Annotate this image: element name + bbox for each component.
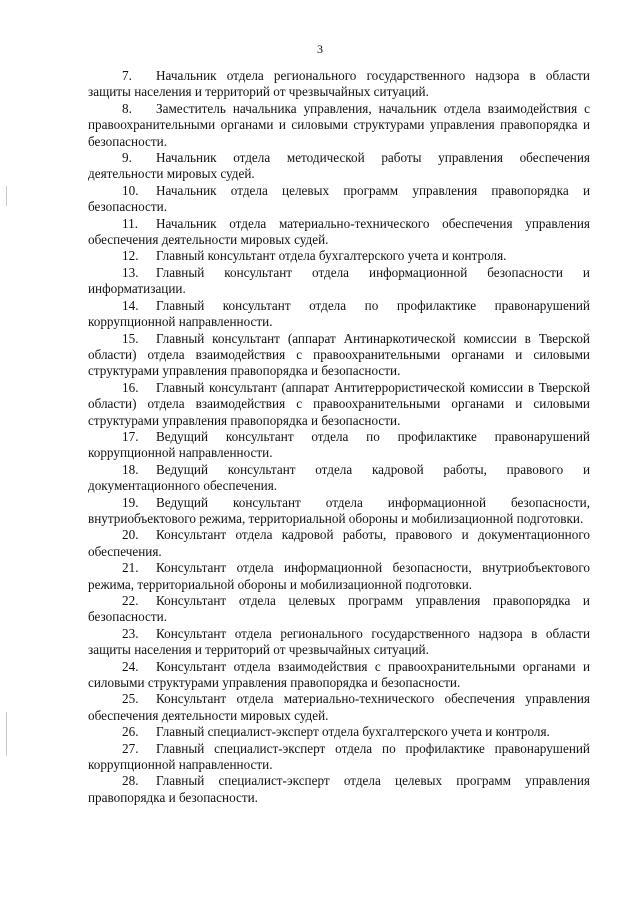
list-item-text: Консультант отдела целевых программ управления правопорядка и безопасности.: [88, 593, 590, 625]
scan-margin-mark: [6, 186, 7, 206]
list-item: [88, 248, 590, 264]
list-item-text: Главный специалист-эксперт отдела бухгалтерского учета и контроля.: [156, 724, 550, 740]
list-item-number: 7.: [122, 68, 132, 83]
page-number: 3: [317, 42, 323, 56]
list-item: [88, 659, 590, 692]
list-item-number: 11.: [122, 215, 138, 231]
list-item-text: Консультант отдела регионального государственного надзора в области защиты населения и территорий от чрезвычайных ситуаций.: [88, 625, 590, 658]
list-item-number: 12.: [122, 248, 139, 264]
list-item-number: 13.: [122, 264, 139, 280]
scan-margin-mark: [6, 712, 7, 756]
list-item-number: 23.: [122, 625, 139, 641]
list-item-number: 18.: [122, 461, 139, 477]
list-item-text: Главный консультант отдела бухгалтерского учета и контроля.: [156, 248, 507, 264]
list-item-number: 19.: [122, 494, 139, 510]
list-item: [88, 691, 590, 724]
list-item-number: 8.: [122, 100, 132, 116]
list-item-number: 26.: [122, 724, 139, 740]
list-item-text: Главный консультант (аппарат Антинаркотической комиссии в Тверской области) отдела взаимодействия с правоохранительными органами и силовыми структурами управления правопорядка и безопасности.: [88, 330, 590, 379]
list-item-number: 25.: [122, 691, 139, 707]
list-item-number: 17.: [122, 428, 139, 444]
list-item: [88, 265, 590, 298]
list-item-text: Консультант отдела информационной безопасности, внутриобъектового режима, территориальной обороны и мобилизационной подготовки.: [88, 560, 590, 592]
list-item-number: 27.: [122, 740, 139, 756]
list-item: [88, 298, 590, 331]
list-item: [88, 724, 590, 740]
list-item-number: 28.: [122, 773, 139, 789]
list-item-number: 14.: [122, 297, 139, 313]
list-item-number: 15.: [122, 330, 139, 346]
list-item-number: 22.: [122, 593, 139, 608]
list-item: [88, 429, 590, 462]
list-item-text: Консультант отдела материально-технического обеспечения управления обеспечения деятельности мировых судей.: [88, 691, 590, 723]
list-item-number: 20.: [122, 527, 139, 543]
list-item: [88, 68, 590, 101]
list-item-number: 16.: [122, 379, 139, 395]
list-item-text: Главный специалист-эксперт отдела целевых программ управления правопорядка и безопасности.: [88, 773, 590, 805]
list-item-number: 10.: [122, 182, 139, 198]
list-item-text: Консультант отдела взаимодействия с правоохранительными органами и силовыми структурами управления правопорядка и безопасности.: [88, 658, 590, 691]
list-item-text: Начальник отдела материально-технического обеспечения управления обеспечения деятельности мировых судей.: [88, 215, 590, 248]
list-item-text: Главный консультант (аппарат Антитеррористической комиссии в Тверской области) отдела взаимодействия с правоохранительными органами и силовыми структурами управления правопорядка и безопасности.: [88, 379, 590, 428]
list-item-text: Начальник отдела целевых программ управления правопорядка и безопасности.: [88, 182, 590, 215]
list-item: [88, 773, 590, 806]
list-item: [88, 331, 590, 380]
list-item-text: Главный консультант отдела информационной безопасности и информатизации.: [88, 264, 590, 297]
list-item-text: Ведущий консультант отдела кадровой работы, правового и документационного обеспечения.: [88, 461, 590, 494]
list-item: [88, 527, 590, 560]
list-item: [88, 560, 590, 593]
list-item-number: 9.: [122, 150, 132, 166]
list-item: [88, 183, 590, 216]
list-item-text: Консультант отдела кадровой работы, правового и документационного обеспечения.: [88, 527, 590, 559]
list-item: [88, 495, 590, 528]
list-item: [88, 741, 590, 774]
list-item-number: 24.: [122, 658, 139, 674]
list-item-text: Ведущий консультант отдела по профилактике правонарушений коррупционной направленности.: [88, 428, 590, 461]
list-item-number: 21.: [122, 560, 139, 576]
list-item-text: Заместитель начальника управления, начальник отдела взаимодействия с правоохранительными органами и силовыми структурами управления правопорядка и безопасности.: [88, 100, 590, 149]
list-item-text: Начальник отдела регионального государственного надзора в области защиты населения и территорий от чрезвычайных ситуаций.: [88, 68, 590, 100]
list-item: [88, 216, 590, 249]
list-item-text: Начальник отдела методической работы управления обеспечения деятельности мировых судей.: [88, 150, 590, 182]
list-item: [88, 101, 590, 150]
list-item-text: Ведущий консультант отдела информационной безопасности, внутриобъектового режима, территориальной обороны и мобилизационной подготовки.: [88, 494, 590, 526]
list-item: [88, 380, 590, 429]
document-body: [88, 68, 590, 806]
list-item-text: Главный специалист-эксперт отдела по профилактике правонарушений коррупционной направленности.: [88, 740, 590, 773]
list-item: [88, 462, 590, 495]
list-item: [88, 593, 590, 626]
list-item: [88, 626, 590, 659]
list-item: [88, 150, 590, 183]
list-item-text: Главный консультант отдела по профилактике правонарушений коррупционной направленности.: [88, 297, 590, 330]
